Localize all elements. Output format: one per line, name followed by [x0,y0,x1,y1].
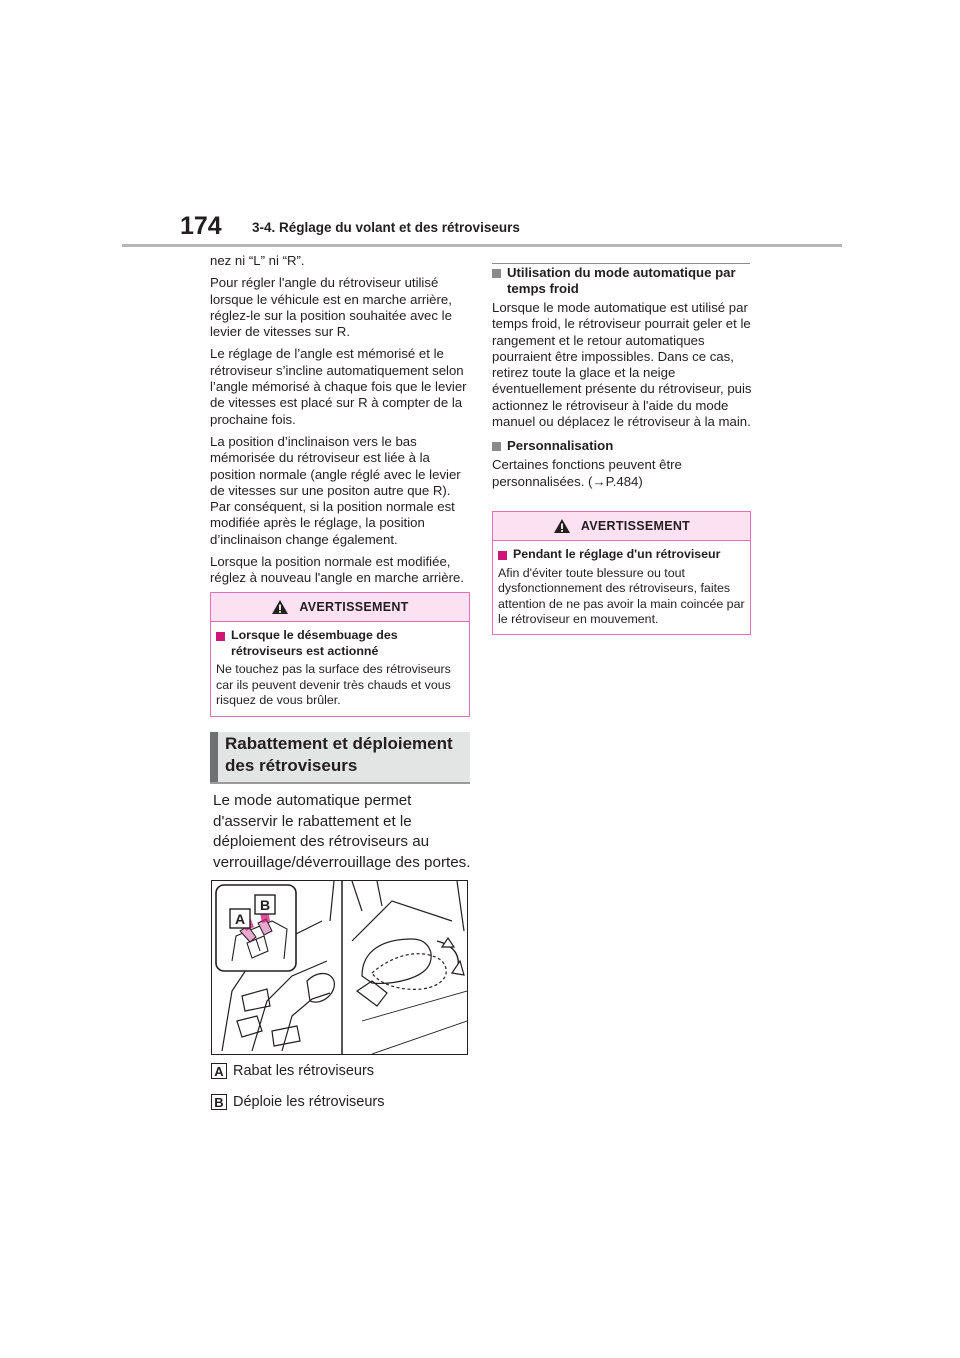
subhead-text: Personnalisation [507,438,614,454]
paragraph: Le réglage de l’angle est mémorisé et le rétroviseur s’incline automatiquement selon l’angle mémorisé à chaque fois que le levier de vitesses est placé sur R à compter de la prochaine fois. [210,346,467,427]
warning-box-defog [210,592,470,717]
right-column-text [492,265,754,496]
legend-item-a [211,1063,374,1079]
warning-title: AVERTISSEMENT [580,519,691,533]
warning-body [493,541,750,634]
warning-subhead [216,628,464,659]
header-rule [122,244,842,247]
warning-body [211,622,469,715]
paragraph: Lorsque le mode automatique est utilisé par temps froid, le rétroviseur pourrait geler et le rangement et le retour automatiques pourraient être impossibles. Dans ce cas, retirez toute la glace et la neige éventuellement présente du rétroviseur, puis actionnez le rétroviseur à l'aide du mode manuel ou déplacez le rétroviseur à la main. [492,300,752,430]
subhead-cold-weather [492,265,754,297]
bullet-square-icon [492,269,501,278]
warning-header [211,593,469,622]
bullet-square-icon [216,632,225,641]
legend-text-b: Déploie les rétroviseurs [233,1094,385,1110]
section-heading-banner [210,732,470,784]
paragraph-customization: Certaines fonctions peuvent être personnalisées. (→P.484) [492,457,682,489]
subhead-text: Utilisation du mode automatique par temps froid [507,265,736,296]
paragraph: La position d’inclinaison vers le bas mémorisée du rétroviseur est liée à la position normale (angle réglé avec le levier de vitesses sur une positon autre que R). Par conséquent, si la position normale est modifiée après le réglage, la position d’inclinaison change également. [210,433,461,547]
section-title: 3-4. Réglage du volant et des rétroviseurs [252,220,520,235]
left-column-text [210,253,472,593]
illustration-drawing [212,881,467,1054]
warning-subhead [498,547,745,563]
warning-subhead-text: Pendant le réglage d'un rétroviseur [513,547,721,561]
legend-badge-b: B [211,1094,227,1110]
warning-box-adjustment [492,511,751,635]
subhead-customization [492,438,754,454]
bullet-square-icon [492,442,501,451]
page-number: 174 [180,212,222,240]
warning-header [493,512,750,541]
figure-label-a: A [234,911,246,927]
legend-item-b [211,1094,385,1110]
warning-triangle-icon [553,518,571,534]
paragraph: Pour régler l'angle du rétroviseur utilisé lorsque le véhicule est en marche arrière, réglez-le sur la position souhaitée avec le levier de vitesses sur R. [210,275,452,340]
mirror-switch-illustration [211,880,468,1055]
warning-text: Ne touchez pas la surface des rétroviseurs car ils peuvent devenir très chauds et vous risquez de vous brûler. [216,662,451,707]
warning-text: Afin d'éviter toute blessure ou tout dysfonctionnement des rétroviseurs, faites attention de ne pas avoir la main coincée par le rétroviseur en mouvement. [498,565,745,626]
bullet-square-icon [498,551,507,560]
legend-badge-a: A [211,1063,227,1079]
section-intro: Le mode automatique permet d'asservir le rabattement et le déploiement des rétroviseurs au verrouillage/déverrouillage des portes. [213,792,471,871]
legend-text-a: Rabat les rétroviseurs [233,1063,375,1079]
figure-label-b: B [259,897,271,913]
paragraph: Lorsque la position normale est modifiée, réglez à nouveau l'angle en marche arrière. [210,554,464,586]
column-divider-rule [492,263,750,264]
banner-accent-bar [210,732,218,782]
paragraph: nez ni “L” ni “R”. [210,253,305,268]
warning-triangle-icon [271,599,289,615]
warning-title: AVERTISSEMENT [299,600,409,614]
section-heading: Rabattement et déploiement des rétroviseurs [225,734,453,775]
warning-subhead-text: Lorsque le désembuage des rétroviseurs est actionné [231,628,398,658]
